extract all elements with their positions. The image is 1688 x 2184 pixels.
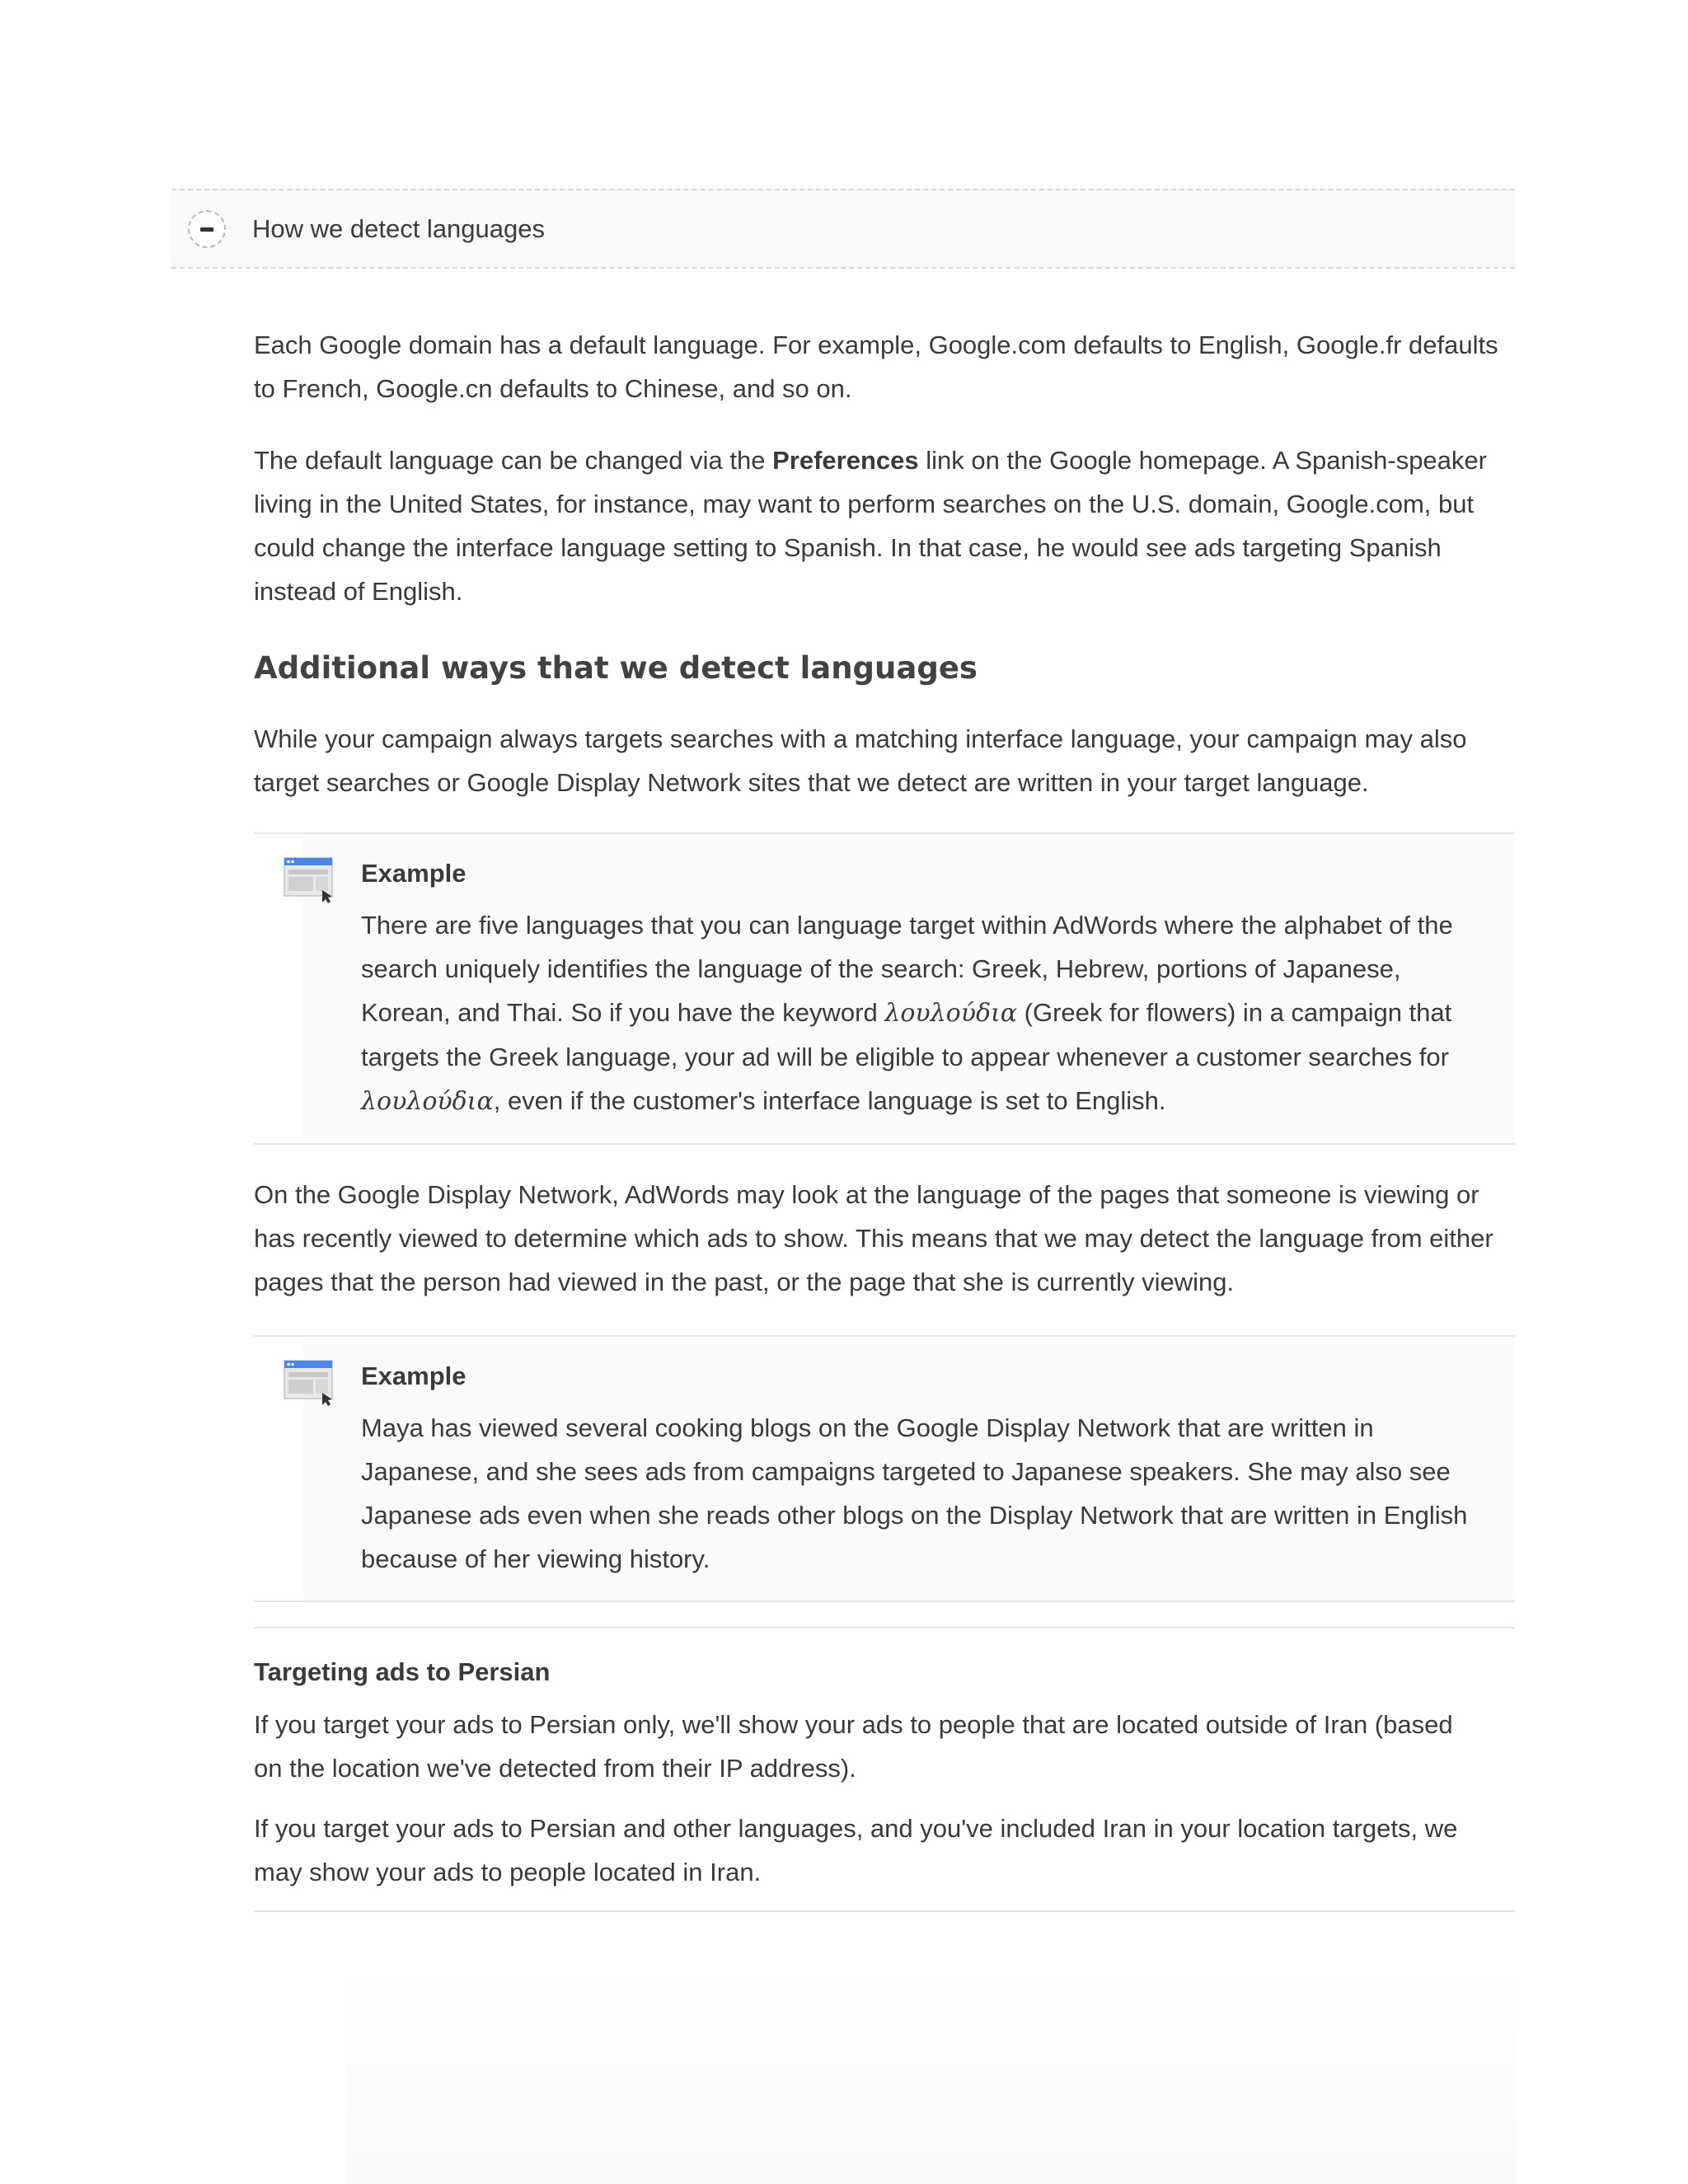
example-title: Example (361, 859, 467, 888)
greek-keyword: λουλούδια (361, 1087, 494, 1116)
minus-circle-icon[interactable] (188, 210, 226, 248)
persian-targeting-section (254, 1627, 1515, 1912)
preferences-link-label: Preferences (772, 446, 919, 475)
intro-paragraph-domains: Each Google domain has a default language. For example, Google.com defaults to English, Google.fr defaults to French, Google.cn defaults to Chinese, and so on. (254, 330, 1498, 403)
persian-section-title: Targeting ads to Persian (254, 1657, 551, 1686)
persian-paragraph-other-languages: If you target your ads to Persian and other languages, and you've included Iran in your location targets, we may show your ads to people located in Iran. (254, 1814, 1458, 1886)
example-text-part: , even if the customer's interface language is set to English. (493, 1086, 1166, 1115)
example-box-maya (254, 1335, 1515, 1602)
display-network-paragraph: On the Google Display Network, AdWords may look at the language of the pages that someone is viewing or has recently viewed to determine which ads to show. This means that we may detect the language from either pages that the person had viewed in the past, or the page that she is currently viewing. (254, 1180, 1493, 1296)
example-box-greek (254, 832, 1515, 1145)
intro-paragraph-preferences (254, 438, 1515, 613)
example-text-part: There are five languages that you can language target within AdWords where the alphabet of the search uniquely identifies the language of the search: Greek, Hebrew, portions of Japanese, Korean, and Thai. So if you have the keyword (361, 911, 1453, 1027)
accordion-header[interactable] (171, 189, 1515, 269)
example-title: Example (361, 1361, 467, 1390)
greek-keyword: λουλούδια (884, 999, 1018, 1028)
example-text-greek (361, 903, 1477, 1123)
accordion-content (254, 323, 1515, 1912)
preferences-text-before: The default language can be changed via the (254, 446, 773, 475)
example-text-maya: Maya has viewed several cooking blogs on the Google Display Network that are written in Japanese, and she sees ads from campaigns targeted to Japanese speakers. She may also see Japanese ads even when she reads other blogs on the Display Network that are written in English because of her viewing history. (361, 1413, 1468, 1573)
example-text-part: (Greek for flowers) in a campaign that targets the Greek language, your ad will be eligible to appear whenever a customer searches for (361, 998, 1452, 1071)
browser-window-cursor-icon (284, 1360, 333, 1406)
browser-window-cursor-icon (284, 857, 333, 903)
additional-ways-paragraph: While your campaign always targets searches with a matching interface language, your campaign may also target searches or Google Display Network sites that we detect are written in your target language. (254, 724, 1467, 797)
persian-paragraph-only: If you target your ads to Persian only, we'll show your ads to people that are located outside of Iran (based on the location we've detected from their IP address). (254, 1710, 1453, 1783)
accordion-title[interactable]: How we detect languages (252, 214, 546, 243)
bottom-fade-background (346, 1961, 1517, 2184)
additional-ways-heading: Additional ways that we detect languages (254, 650, 978, 686)
preferences-text-after: link on the Google homepage. A Spanish-speaker living in the United States, for instance, may want to perform searches on the U.S. domain, Google.com, but could change the interface language setting to Spanish. In that case, he would see ads targeting Spanish instead of English. (254, 446, 1487, 606)
